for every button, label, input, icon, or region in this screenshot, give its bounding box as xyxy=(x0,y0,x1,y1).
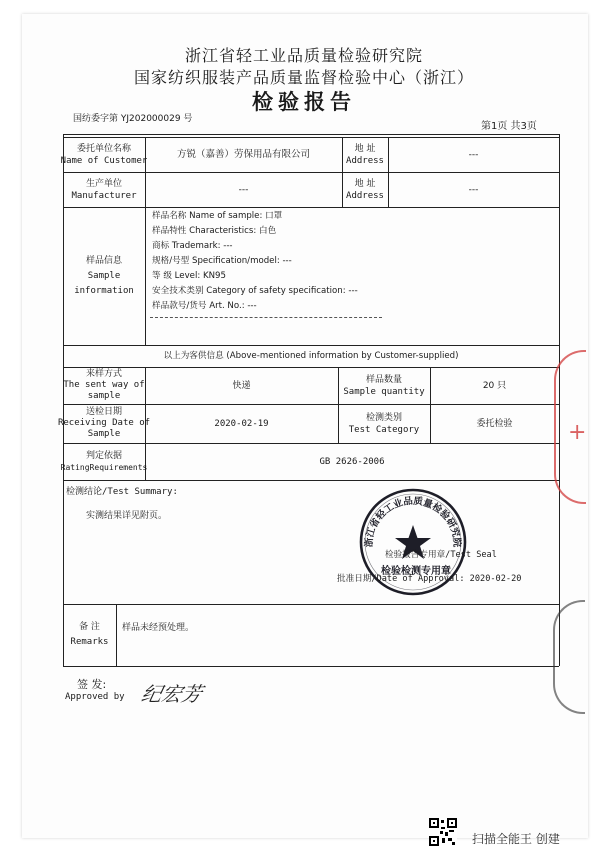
sample-info-label: 样品信息 Sample information xyxy=(74,255,134,296)
manufacturer-address-label: 地 址 Address xyxy=(346,178,384,201)
scanner-watermark: 扫描全能王 创建 xyxy=(472,832,560,846)
client-address-value: --- xyxy=(468,149,479,160)
summary-text: 实测结果详见附页。 xyxy=(86,511,168,521)
manufacturer-value: --- xyxy=(238,184,249,195)
sample-characteristics: 样品特性 Characteristics: 白色 xyxy=(152,226,277,236)
report-title: 检验报告 xyxy=(252,90,356,114)
page-indicator: 第1页 共3页 xyxy=(481,121,537,132)
report-number: 国纺委字第 YJ202000029 号 xyxy=(73,114,193,124)
sample-trademark: 商标 Trademark: --- xyxy=(152,241,233,251)
rating-label: 判定依据 RatingRequirements xyxy=(60,450,148,472)
approval-date: 批准日期/Date of Approval: 2020-02-20 xyxy=(337,574,522,584)
quantity-value: 20 只 xyxy=(482,380,507,391)
received-date: 2020-02-19 xyxy=(214,418,269,429)
quantity-label: 样品数量 Sample quantity xyxy=(343,374,425,397)
rating-standard: GB 2626-2006 xyxy=(319,456,385,467)
side-dark-stamp xyxy=(553,600,585,714)
manufacturer-label: 生产单位 Manufacturer xyxy=(71,178,137,201)
summary-label: 检测结论/Test Summary: xyxy=(66,487,178,497)
remarks-label: 备 注 Remarks xyxy=(70,622,109,647)
customer-supplied-note: 以上为客供信息 (Above-mentioned information by Customer-supplied) xyxy=(163,351,459,361)
sample-underline xyxy=(150,317,382,318)
test-seal-label: 检验报告专用章/Test Seal xyxy=(385,550,497,560)
center-title: 国家纺织服装产品质量监督检验中心（浙江） xyxy=(133,68,474,87)
received-label: 送检日期 Receiving Date of Sample xyxy=(57,407,151,439)
approved-by-label-cn: 签 发: xyxy=(77,678,107,691)
test-category-label: 检测类别 Test Category xyxy=(348,412,420,435)
stamp-ring-text: 浙江省轻工业品质量检验研究院 xyxy=(363,495,463,548)
sample-level: 等 级 Level: KN95 xyxy=(152,271,226,281)
approved-by-label-en: Approved by xyxy=(65,692,125,702)
client-label: 委托单位名称 Name of Customer xyxy=(60,143,148,166)
stamp-bottom-text: 检验检测专用章 xyxy=(381,566,451,577)
institute-title: 浙江省轻工业品质量检验研究院 xyxy=(184,46,423,65)
delivery-label: 来样方式 The sent way of sample xyxy=(63,369,145,401)
delivery-value: 快递 xyxy=(232,380,251,391)
client-name: 方锐（嘉善）劳保用品有限公司 xyxy=(176,148,310,160)
sample-name: 样品名称 Name of sample: 口罩 xyxy=(152,211,283,221)
test-category-value: 委托检验 xyxy=(476,418,513,429)
sample-safety-category: 安全技术类别 Category of safety specification: --- xyxy=(152,286,358,296)
qr-code-icon xyxy=(429,818,457,846)
manufacturer-address-value: --- xyxy=(468,184,479,195)
signature: 纪宏芳 xyxy=(139,682,205,706)
client-address-label: 地 址 Address xyxy=(346,143,384,166)
sample-art-number: 样品款号/货号 Art. No.: --- xyxy=(152,301,257,311)
remarks-value: 样品未经预处理。 xyxy=(122,623,195,633)
sample-specification: 规格/号型 Specification/model: --- xyxy=(152,256,292,266)
